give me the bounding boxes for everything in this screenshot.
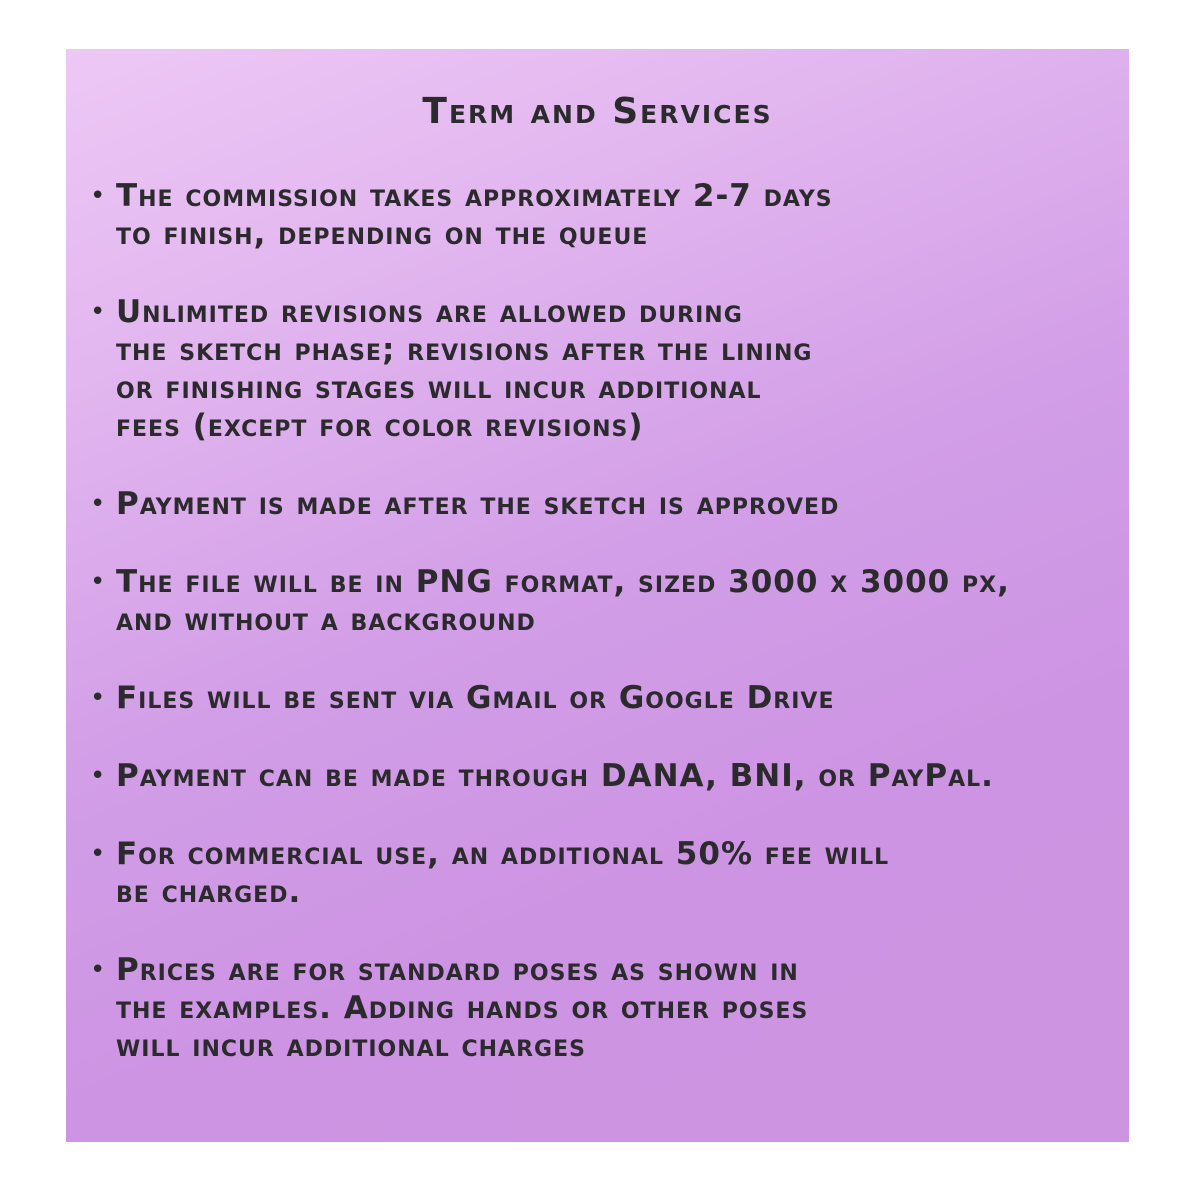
terms-card (66, 49, 1129, 1142)
bullet-icon: • (90, 489, 106, 519)
list-item-text: or finishing stages will incur additional (116, 370, 762, 406)
terms-list (90, 177, 1125, 1105)
list-item-text: be charged. (116, 874, 302, 910)
list-item-text: For commercial use, an additional 50% fee will (116, 836, 890, 872)
list-item (90, 679, 1125, 717)
bullet-icon: • (90, 567, 106, 597)
list-item (90, 177, 1125, 253)
list-item-text: Payment is made after the sketch is approved (116, 486, 840, 522)
list-item-text: Payment can be made through DANA, BNI, or PayPal. (116, 758, 994, 794)
list-item-text: Prices are for standard poses as shown in (116, 952, 799, 988)
list-item-text: and without a background (116, 602, 536, 638)
list-item (90, 835, 1125, 911)
list-item-text: the sketch phase; revisions after the lining (116, 332, 813, 368)
list-item-text: the examples. Adding hands or other poses (116, 990, 809, 1026)
bullet-icon: • (90, 683, 106, 713)
bullet-icon: • (90, 297, 106, 327)
bullet-icon: • (90, 181, 106, 211)
list-item (90, 293, 1125, 445)
list-item (90, 563, 1125, 639)
list-item-text: will incur additional charges (116, 1028, 586, 1064)
list-item-text: The file will be in PNG format, sized 3000 x 3000 px, (116, 564, 1010, 600)
bullet-icon: • (90, 839, 106, 869)
list-item (90, 485, 1125, 523)
bullet-icon: • (90, 955, 106, 985)
list-item-text: The commission takes approximately 2-7 days (116, 178, 833, 214)
list-item-text: to finish, depending on the queue (116, 216, 649, 252)
bullet-icon: • (90, 761, 106, 791)
list-item (90, 951, 1125, 1065)
page-title: Term and Services (422, 91, 773, 132)
list-item-text: Unlimited revisions are allowed during (116, 294, 743, 330)
list-item-text: Files will be sent via Gmail or Google Drive (116, 680, 835, 716)
list-item-text: fees (except for color revisions) (116, 408, 644, 444)
list-item (90, 757, 1125, 795)
